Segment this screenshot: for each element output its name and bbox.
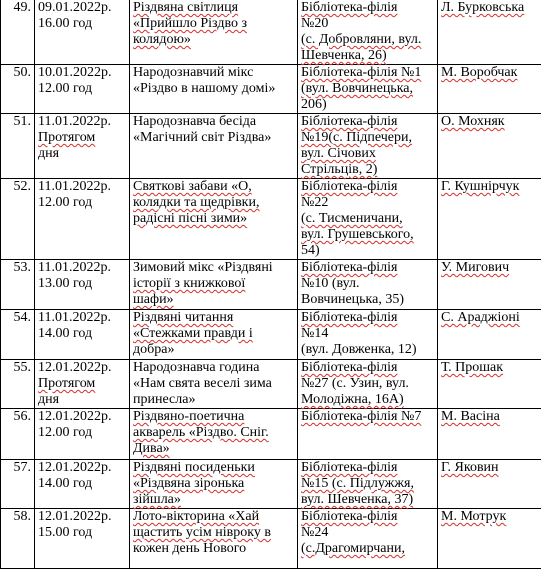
event-cell: Різдвяно-поетична акварель «Різдво. Сніг. Дива» [130, 409, 298, 460]
table-row [1, 409, 541, 460]
responsible-cell: М. Воробчак [438, 65, 541, 114]
event-cell: Народознавчий мікс «Різдво в нашому домі» [130, 65, 298, 114]
table-row [1, 509, 541, 569]
responsible-cell: Г. Яковин [438, 460, 541, 509]
date-cell: 11.01.2022р. 12.00 год [35, 179, 130, 260]
location-cell: Бібліотека-філія №15 (с. Підлужжя, вул. Шевченка, 37) [298, 460, 438, 509]
date-cell: 09.01.2022р. 16.00 год [35, 0, 130, 65]
responsible-cell: Л. Бурковська [438, 0, 541, 65]
event-cell: Різдвяна світлиця «Прийшло Різдво з колядою» [130, 0, 298, 65]
responsible-cell: С. Араджіоні [438, 310, 541, 360]
table-row [1, 114, 541, 179]
row-number: 58. [1, 509, 35, 569]
responsible-cell: М. Васіна [438, 409, 541, 460]
date-cell: 11.01.2022р. 14.00 год [35, 310, 130, 360]
responsible-cell: Г. Кушнірчук [438, 179, 541, 260]
table-row [1, 0, 541, 65]
location-cell: Бібліотека-філія №1 (вул. Вовчинецька, 206) [298, 65, 438, 114]
row-number: 56. [1, 409, 35, 460]
event-cell: Лото-вікторина «Хай щастить усім нівроку в кожен день Нового [130, 509, 298, 569]
event-cell: Народознавча бесіда «Магічний світ Різдва» [130, 114, 298, 179]
event-cell: Святкові забави «О, колядки та щедрівки, радісні пісні зими» [130, 179, 298, 260]
date-cell: 12.01.2022р. 15.00 год [35, 509, 130, 569]
date-cell: 11.01.2022р. 13.00 год [35, 260, 130, 310]
location-cell: Бібліотека-філія №22 (с. Тисменичани, вул. Грушевського, 54) [298, 179, 438, 260]
event-cell: Різдвяні читання «Стежками правди і добра» [130, 310, 298, 360]
row-number: 57. [1, 460, 35, 509]
row-number: 51. [1, 114, 35, 179]
location-cell: Бібліотека-філія №10 (вул. Вовчинецька, 35) [298, 260, 438, 310]
event-cell: Різдвяні посиденьки «Різдвяна зіронька зійшла» [130, 460, 298, 509]
table-row [1, 360, 541, 409]
row-number: 55. [1, 360, 35, 409]
location-cell: Бібліотека-філія №14 (вул. Довженка, 12) [298, 310, 438, 360]
row-number: 49. [1, 0, 35, 65]
location-cell: Бібліотека-філія №24 (с.Драгомирчани, [298, 509, 438, 569]
date-cell: 12.01.2022р. Протягом дня [35, 360, 130, 409]
event-cell: Зимовий мікс «Різдвяні історії з книжкової шафи» [130, 260, 298, 310]
table-row [1, 65, 541, 114]
row-number: 52. [1, 179, 35, 260]
table-row [1, 179, 541, 260]
responsible-cell: М. Мотрук [438, 509, 541, 569]
table-row [1, 310, 541, 360]
row-number: 53. [1, 260, 35, 310]
location-cell: Бібліотека-філія №27 (с. Узин, вул. Молодіжна, 16А) [298, 360, 438, 409]
table-row [1, 460, 541, 509]
date-cell: 12.01.2022р. 12.00 год [35, 409, 130, 460]
date-cell: 11.01.2022р. Протягом дня [35, 114, 130, 179]
table-row [1, 260, 541, 310]
location-cell: Бібліотека-філія №19(с. Підпечери, вул. Січових Стрільців, 2) [298, 114, 438, 179]
event-cell: Народознавча година «Нам свята веселі зима принесла» [130, 360, 298, 409]
responsible-cell: О. Мохняк [438, 114, 541, 179]
date-cell: 10.01.2022р. 12.00 год [35, 65, 130, 114]
date-cell: 12.01.2022р. 14.00 год [35, 460, 130, 509]
row-number: 54. [1, 310, 35, 360]
row-number: 50. [1, 65, 35, 114]
location-cell: Бібліотека-філія №7 [298, 409, 438, 460]
location-cell: Бібліотека-філія №20 (с. Добровляни, вул. Шевченка, 26) [298, 0, 438, 65]
responsible-cell: У. Мигович [438, 260, 541, 310]
responsible-cell: Т. Прошак [438, 360, 541, 409]
